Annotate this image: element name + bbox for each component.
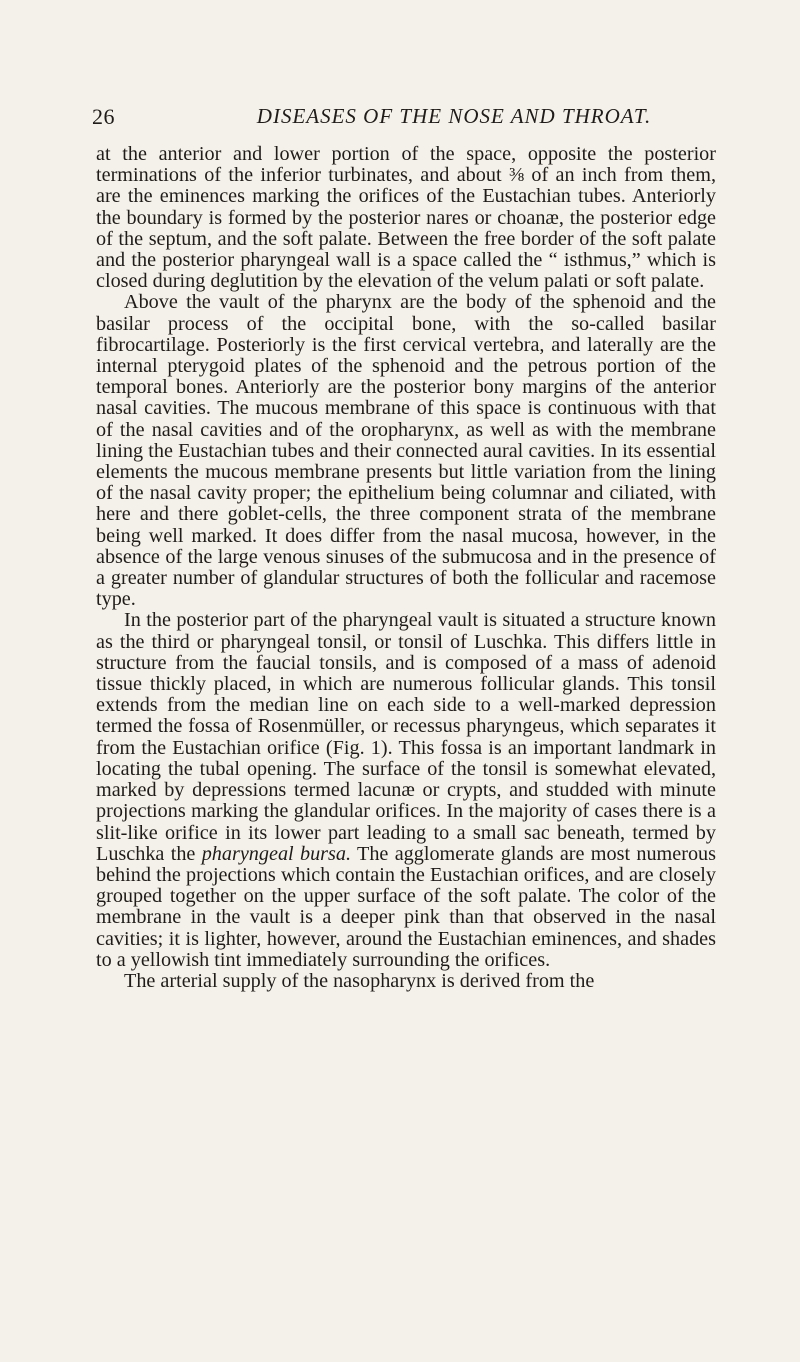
paragraph-continuation: at the anterior and lower portion of the space, opposite the posterior terminations of the inferior turbinates, and about ⅜ of an inch from them, are the eminences marking the orifices of the Eustachian tubes. Anteriorly the boundary is formed by the posterior nares or choanæ, the posterior edge of the septum, and the soft palate. Between the free border of the soft palate and the posterior pharyngeal wall is a space called the “ isthmus,” which is closed during deglutition by the elevation of the velum palati or soft palate. xyxy=(96,143,716,293)
tonsil-text-part-2: The agglomerate glands are most numerous behind the projections which contain the Eustachian orifices, and are closely grouped together on the upper surface of the soft palate. The color of the membrane in the vault is a deeper pink than that observed in the nasal cavities; it is lighter, however, around the Eustachian eminences, and shades to a yellowish tint immediately surrounding the orifices. xyxy=(96,842,716,971)
paragraph-arterial-supply: The arterial supply of the nasopharynx is derived from the xyxy=(124,969,595,992)
body-text xyxy=(96,144,716,992)
page-number: 26 xyxy=(92,104,115,129)
paragraph-vault-boundaries: Above the vault of the pharynx are the body of the sphenoid and the basilar process of the occipital bone, with the so-called basilar fibrocartilage. Posteriorly is the first cervical vertebra, and laterally are the internal pterygoid plates of the sphenoid and the petrous portion of the temporal bones. Anteriorly are the posterior bony margins of the anterior nasal cavities. The mucous membrane of this space is continuous with that of the nasal cavities and of the oropharynx, as well as with the membrane lining the Eustachian tubes and their connected aural cavities. In its essential elements the mucous membrane presents but little variation from the lining of the nasal cavity proper; the epithelium being columnar and ciliated, with here and there goblet-cells, the three component strata of the membrane being well marked. It does differ from the nasal mucosa, however, in the absence of the large venous sinuses of the submucosa and in the presence of a greater number of glandular structures of both the follicular and racemose type. xyxy=(96,291,716,611)
tonsil-text-part-1: In the posterior part of the pharyngeal vault is situated a structure known as the third or pharyngeal tonsil, or tonsil of Luschka. This differs little in structure from the faucial tonsils, and is composed of a mass of adenoid tissue thickly placed, in which are numerous follicular glands. This tonsil extends from the median line on each side to a well-marked depression termed the fossa of Rosenmüller, or recessus pharyngeus, which separates it from the Eustachian orifice (Fig. 1). This fossa is an important landmark in locating the tubal opening. The surface of the tonsil is somewhat elevated, marked by depressions termed lacunæ or crypts, and studded with minute projections marking the glandular orifices. In the majority of cases there is a slit-like orifice in its lower part leading to a small sac beneath, termed by Luschka the xyxy=(96,609,716,865)
page-header xyxy=(92,104,718,132)
paragraph-pharyngeal-tonsil xyxy=(96,610,716,970)
running-title: DISEASES OF THE NOSE AND THROAT. xyxy=(256,104,652,128)
pharyngeal-bursa-term: pharyngeal bursa. xyxy=(201,842,352,865)
